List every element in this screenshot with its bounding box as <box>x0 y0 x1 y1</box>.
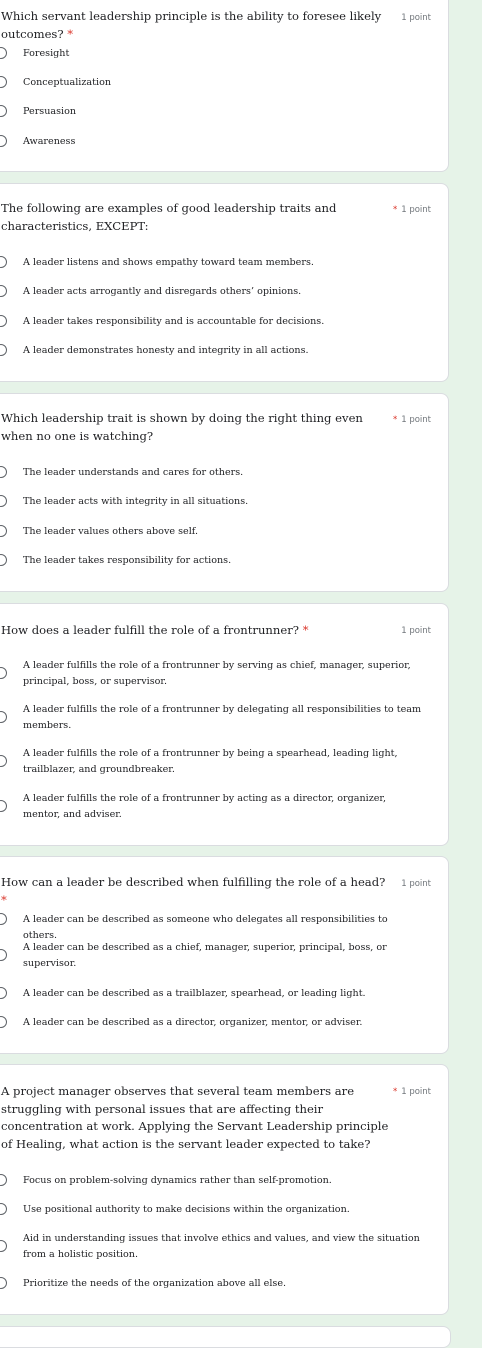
radio-button[interactable] <box>0 1016 7 1028</box>
points-label: 1 point <box>401 13 431 23</box>
radio-button[interactable] <box>0 667 7 679</box>
option-label: A leader fulfills the role of a frontrunner by serving as chief, manager, superior, principal, boss, or supervisor. <box>23 660 411 687</box>
option-label: A leader demonstrates honesty and integrity in all actions. <box>23 345 309 356</box>
radio-button[interactable] <box>0 554 7 566</box>
option-label: Focus on problem-solving dynamics rather than self-promotion. <box>23 1175 332 1186</box>
radio-button[interactable] <box>0 285 7 297</box>
question-title: How does a leader fulfill the role of a frontrunner? * <box>1 623 309 637</box>
required-mark: * <box>302 623 309 637</box>
option-label: Prioritize the needs of the organization above all else. <box>23 1278 287 1289</box>
option-label: The leader acts with integrity in all situations. <box>23 496 249 507</box>
radio-button[interactable] <box>0 256 7 268</box>
points-label: * 1 point <box>392 415 431 425</box>
required-mark: * <box>392 205 398 215</box>
question-card-4 <box>0 603 449 846</box>
radio-button[interactable] <box>0 1174 7 1186</box>
question-title: The following are examples of good leadership traits and characteristics, EXCEPT: <box>1 201 337 233</box>
radio-button[interactable] <box>0 1240 7 1252</box>
required-mark: * <box>1 892 7 907</box>
radio-button[interactable] <box>0 949 7 961</box>
option-label: Aid in understanding issues that involve ethics and values, and view the situation from a holistic position. <box>23 1233 420 1260</box>
points-label: * 1 point <box>392 1087 431 1097</box>
option-label: The leader takes responsibility for actions. <box>23 555 232 566</box>
required-mark: * <box>392 415 398 425</box>
option-label: Awareness <box>23 136 76 147</box>
option-label: The leader understands and cares for others. <box>23 467 244 478</box>
option-label: A leader fulfills the role of a frontrunner by being a spearhead, leading light, trailblazer, and groundbreaker. <box>23 748 398 775</box>
option-label: Use positional authority to make decisions within the organization. <box>23 1204 350 1215</box>
question-card-6 <box>0 1064 449 1315</box>
points-label: 1 point <box>401 626 431 636</box>
option-label: A leader can be described as someone who delegates all responsibilities to others. <box>23 914 388 941</box>
radio-button[interactable] <box>0 711 7 723</box>
radio-button[interactable] <box>0 987 7 999</box>
question-title: Which servant leadership principle is the ability to foresee likely outcomes? * <box>1 9 382 41</box>
radio-button[interactable] <box>0 105 7 117</box>
radio-button[interactable] <box>0 913 7 925</box>
option-label: A leader can be described as a director, organizer, mentor, or adviser. <box>23 1017 363 1028</box>
question-title: How can a leader be described when fulfilling the role of a head? * <box>1 875 386 907</box>
radio-button[interactable] <box>0 466 7 478</box>
option-label: Persuasion <box>23 106 77 117</box>
option-label: A leader listens and shows empathy toward team members. <box>23 257 314 268</box>
points-label: * 1 point <box>392 205 431 215</box>
radio-button[interactable] <box>0 344 7 356</box>
radio-button[interactable] <box>0 800 7 812</box>
option-label: A leader fulfills the role of a frontrunner by delegating all responsibilities to team members. <box>23 704 422 731</box>
next-question-card <box>0 1326 451 1348</box>
question-card-2 <box>0 183 449 382</box>
question-card-5 <box>0 856 449 1054</box>
option-label: A leader takes responsibility and is accountable for decisions. <box>23 316 325 327</box>
radio-button[interactable] <box>0 755 7 767</box>
option-label: A leader fulfills the role of a frontrunner by acting as a director, organizer, mentor, and adviser. <box>23 793 387 820</box>
option-label: A leader can be described as a chief, manager, superior, principal, boss, or supervisor. <box>23 942 387 969</box>
question-card-3 <box>0 393 449 592</box>
question-title: Which leadership trait is shown by doing the right thing even when no one is watching? <box>1 411 363 443</box>
option-label: The leader values others above self. <box>23 526 199 537</box>
question-title: A project manager observes that several team members are struggling with personal issues that are affecting their concentration at work. Applying the Servant Leadership principle of Healing, what action is the servant leader expected to take? <box>1 1084 389 1151</box>
option-label: A leader acts arrogantly and disregards others’ opinions. <box>23 286 302 297</box>
points-label: 1 point <box>401 879 431 889</box>
radio-button[interactable] <box>0 315 7 327</box>
radio-button[interactable] <box>0 76 7 88</box>
option-label: Foresight <box>23 48 70 59</box>
required-mark: * <box>392 1087 398 1097</box>
radio-button[interactable] <box>0 47 7 59</box>
option-label: A leader can be described as a trailblazer, spearhead, or leading light. <box>23 988 366 999</box>
radio-button[interactable] <box>0 1277 7 1289</box>
required-mark: * <box>67 26 74 41</box>
option-label: Conceptualization <box>23 77 112 88</box>
radio-button[interactable] <box>0 525 7 537</box>
radio-button[interactable] <box>0 135 7 147</box>
radio-button[interactable] <box>0 495 7 507</box>
question-card-1 <box>0 0 449 172</box>
radio-button[interactable] <box>0 1203 7 1215</box>
